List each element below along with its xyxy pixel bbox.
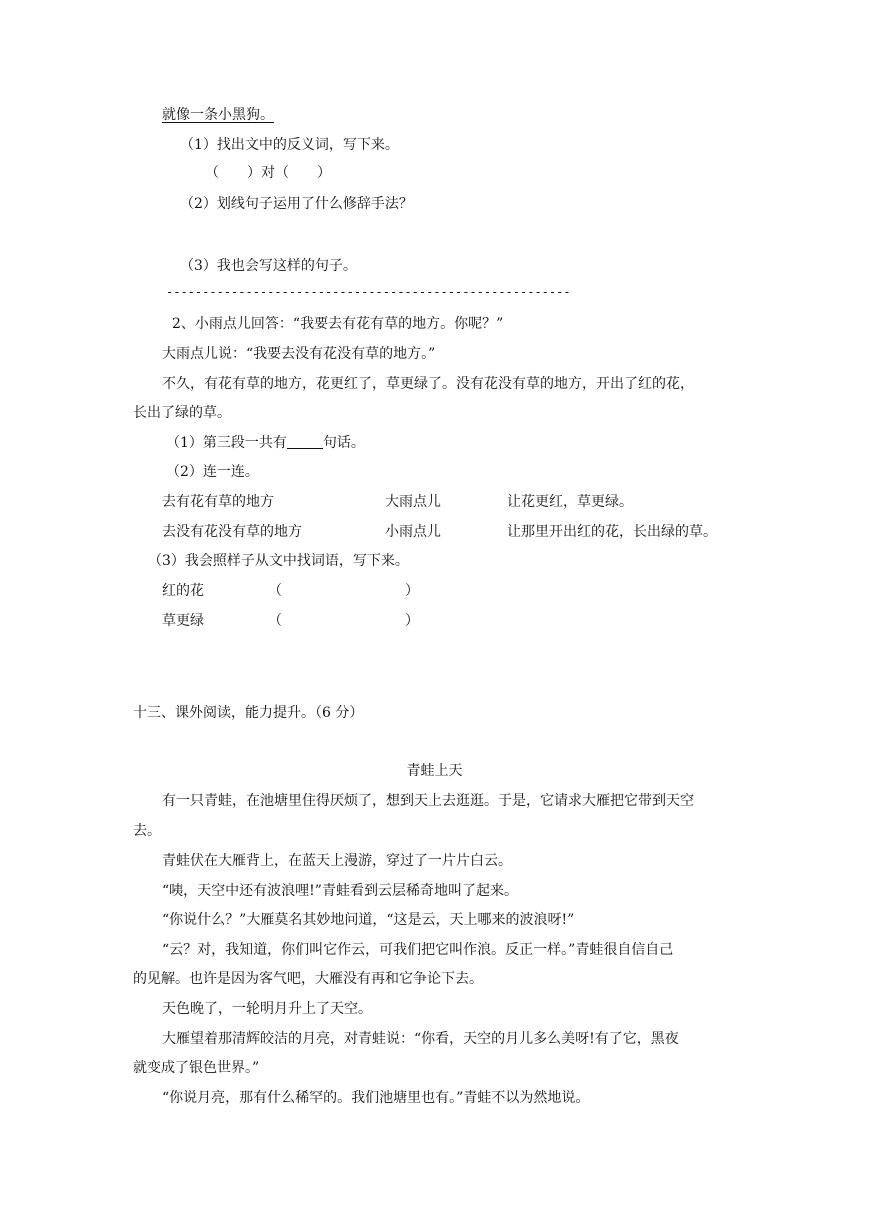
example-word: 红的花 bbox=[162, 583, 204, 599]
story-line: 有一只青蛙，在池塘里住得厌烦了，想到天上去逛逛。于是，它请求大雁把它带到天空 bbox=[162, 793, 694, 809]
story-line: 的见解。也许是因为客气吧，大雁没有再和它争论下去。 bbox=[133, 971, 483, 987]
section-13-heading: 十三、课外阅读，能力提升。（6 分） bbox=[133, 705, 364, 721]
answer-dash-line: -------------------------------------------------------- bbox=[166, 285, 571, 299]
paren-open: （ bbox=[268, 583, 282, 599]
q1-sub1-prompt: （1）找出文中的反义词，写下来。 bbox=[180, 137, 399, 153]
story-line: 去。 bbox=[133, 823, 161, 839]
story-line: “咦，天空中还有波浪哩!”青蛙看到云层稀奇地叫了起来。 bbox=[162, 883, 518, 899]
q1-sub3-prompt: （3）我也会写这样的句子。 bbox=[180, 258, 357, 274]
q2-paragraph-3-line-2: 长出了绿的草。 bbox=[133, 405, 231, 421]
q2-paragraph-1: 2、小雨点儿回答：“我要去有花有草的地方。你呢？” bbox=[172, 316, 504, 332]
q2-paragraph-2: 大雨点儿说：“我要去没有花没有草的地方。” bbox=[162, 346, 436, 362]
match-right-item[interactable]: 让花更红，草更绿。 bbox=[507, 494, 633, 510]
story-line: “你说月亮，那有什么稀罕的。我们池塘里也有。”青蛙不以为然地说。 bbox=[162, 1090, 590, 1106]
q2-sub1-prefix: （1）第三段一共有 bbox=[166, 435, 287, 451]
paren-close: ） bbox=[405, 613, 419, 629]
story-line: 青蛙伏在大雁背上，在蓝天上漫游，穿过了一片片白云。 bbox=[162, 853, 512, 869]
match-right-item[interactable]: 让那里开出红的花，长出绿的草。 bbox=[507, 524, 717, 540]
match-mid-item[interactable]: 大雨点儿 bbox=[385, 494, 441, 510]
q2-paragraph-3-line-1: 不久，有花有草的地方，花更红了，草更绿了。没有花没有草的地方，开出了红的花， bbox=[162, 376, 694, 392]
match-left-item[interactable]: 去没有花没有草的地方 bbox=[162, 524, 302, 540]
story-line: 大雁望着那清辉皎洁的月亮，对青蛙说：“你看，天空的月儿多么美呀!有了它，黑夜 bbox=[162, 1031, 679, 1047]
match-left-item[interactable]: 去有花有草的地方 bbox=[162, 494, 274, 510]
answer-blank[interactable] bbox=[287, 434, 323, 449]
underlined-sentence: 就像一条小黑狗。 bbox=[162, 107, 274, 123]
q2-sub1-prompt bbox=[166, 434, 365, 452]
story-title: 青蛙上天 bbox=[406, 763, 463, 779]
example-word: 草更绿 bbox=[162, 613, 204, 629]
q2-sub2-prompt: （2）连一连。 bbox=[166, 464, 259, 480]
match-mid-item[interactable]: 小雨点儿 bbox=[385, 524, 441, 540]
q1-sub1-blanks: （ ）对（ ） bbox=[205, 165, 331, 181]
paren-close: ） bbox=[405, 583, 419, 599]
story-line: “你说什么？”大雁莫名其妙地问道，“这是云，天上哪来的波浪呀!” bbox=[162, 912, 575, 928]
story-line: 天色晚了，一轮明月升上了天空。 bbox=[162, 1001, 372, 1017]
story-line: “云？对，我知道，你们叫它作云，可我们把它叫作浪。反正一样。”青蛙很自信自己 bbox=[162, 942, 674, 958]
paren-open: （ bbox=[268, 613, 282, 629]
story-line: 就变成了银色世界。” bbox=[133, 1060, 260, 1076]
q2-sub3-prompt: （3）我会照样子从文中找词语，写下来。 bbox=[148, 553, 409, 569]
q1-sub2-prompt: （2）划线句子运用了什么修辞手法？ bbox=[180, 196, 413, 212]
q2-sub1-suffix: 句话。 bbox=[322, 435, 365, 451]
